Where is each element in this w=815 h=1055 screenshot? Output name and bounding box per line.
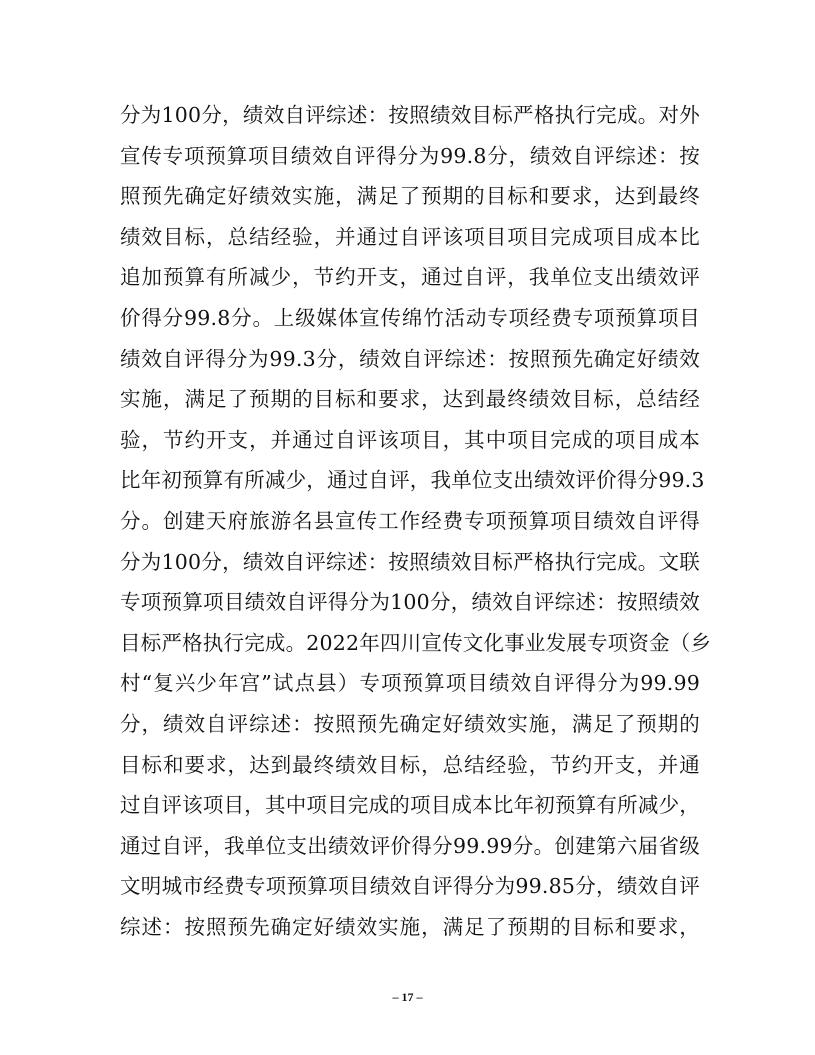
text-line: 综述：按照预先确定好绩效实施，满足了预期的目标和要求， — [120, 914, 700, 939]
text-line: 分为100分，绩效自评综述：按照绩效目标严格执行完成。文联 — [120, 549, 700, 574]
text-line: 验，节约开支，并通过自评该项目，其中项目完成的项目成本 — [120, 427, 700, 452]
text-line: 宣传专项预算项目绩效自评得分为99.8分，绩效自评综述：按 — [120, 143, 700, 168]
text-line: 通过自评，我单位支出绩效评价得分99.99分。创建第六届省级 — [120, 833, 700, 858]
text-line: 绩效目标，总结经验，并通过自评该项目项目完成项目成本比 — [120, 224, 700, 249]
text-line: 目标和要求，达到最终绩效目标，总结经验，节约开支，并通 — [120, 752, 700, 777]
text-line: 目标严格执行完成。2022年四川宣传文化事业发展专项资金（乡 — [120, 630, 712, 655]
text-line: 专项预算项目绩效自评得分为100分，绩效自评综述：按照绩效 — [120, 590, 700, 615]
text-line: 分为100分，绩效自评综述：按照绩效目标严格执行完成。对外 — [120, 103, 700, 127]
text-line: 文明城市经费专项预算项目绩效自评得分为99.85分，绩效自评 — [120, 874, 700, 899]
page-number: – 17 – — [392, 990, 423, 1004]
text-line: 绩效自评得分为99.3分，绩效自评综述：按照预先确定好绩效 — [120, 346, 700, 371]
text-line: 分。创建天府旅游名县宣传工作经费专项预算项目绩效自评得 — [120, 508, 700, 533]
text-line: 照预先确定好绩效实施，满足了预期的目标和要求，达到最终 — [120, 184, 700, 209]
text-line: 分，绩效自评综述：按照预先确定好绩效实施，满足了预期的 — [120, 711, 700, 736]
body-text — [120, 95, 712, 947]
text-line: 价得分99.8分。上级媒体宣传绵竹活动专项经费专项预算项目 — [120, 305, 700, 330]
text-line: 追加预算有所减少，节约开支，通过自评，我单位支出绩效评 — [120, 265, 700, 290]
text-line: 实施，满足了预期的目标和要求，达到最终绩效目标，总结经 — [120, 387, 700, 412]
text-line: 比年初预算有所减少，通过自评，我单位支出绩效评价得分99.3 — [120, 468, 705, 493]
text-line: 村“复兴少年宫”试点县）专项预算项目绩效自评得分为99.99 — [120, 671, 700, 696]
text-line: 过自评该项目，其中项目完成的项目成本比年初预算有所减少， — [120, 793, 700, 818]
